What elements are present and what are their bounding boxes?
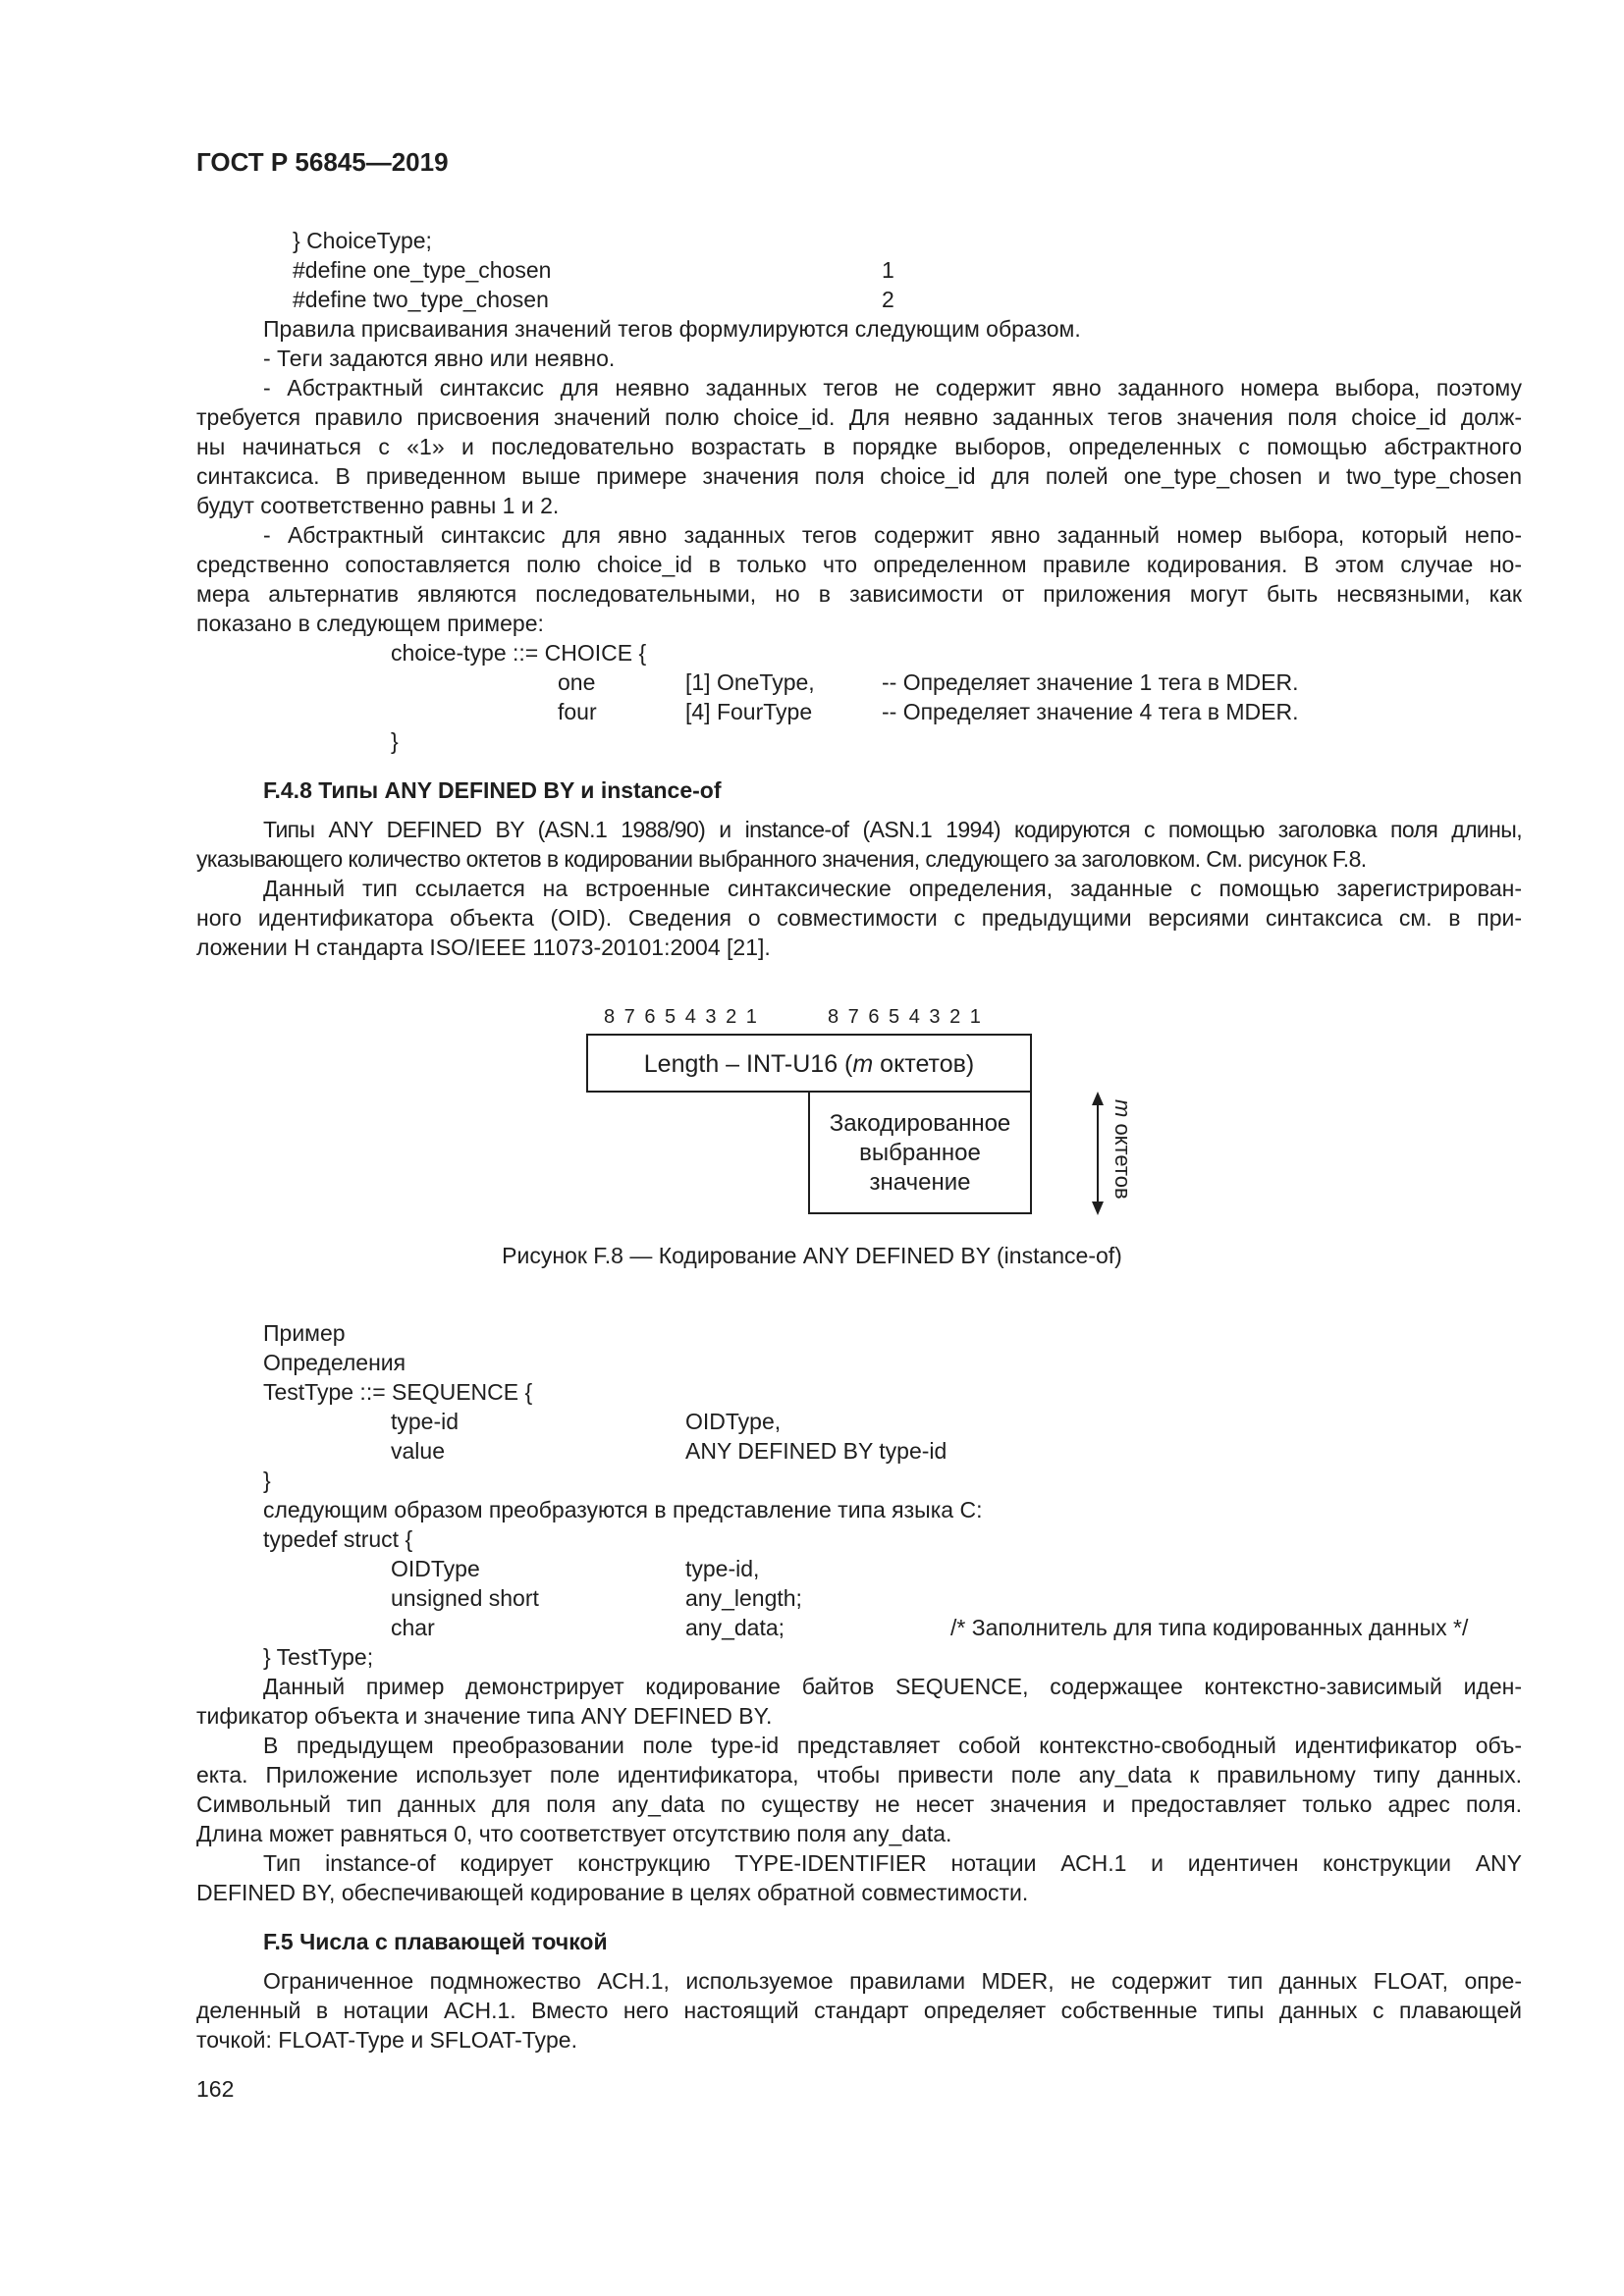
code-line: [1] OneType, — [685, 669, 815, 695]
code-line: TestType ::= SEQUENCE { — [263, 1379, 533, 1405]
example-line: Определения — [263, 1350, 406, 1375]
code-line: type-id, — [685, 1556, 760, 1581]
arrow-up-head — [1092, 1092, 1104, 1105]
code-line: any_data; — [685, 1615, 785, 1640]
code-line: typedef struct { — [263, 1526, 413, 1552]
code-value: 1 — [882, 257, 894, 283]
code-value: 2 — [882, 287, 894, 312]
paragraph-line: Символьный тип данных для поля any_data по существу не несет значения и предоставляет только адрес поля. — [196, 1791, 1522, 1817]
encoded-value-label-1: Закодированное — [829, 1110, 1011, 1137]
code-line: one — [558, 669, 596, 695]
section-heading: F.5 Числа с плавающей точкой — [263, 1929, 608, 1954]
figure-caption: Рисунок F.8 — Кодирование ANY DEFINED BY (instance-of) — [502, 1243, 1122, 1268]
paragraph-line: ложении H стандарта ISO/IEEE 11073-20101:2004 [21]. — [196, 934, 771, 960]
document-header: ГОСТ Р 56845—2019 — [196, 147, 449, 177]
paragraph-line: В предыдущем преобразовании поле type-id представляет собой контекстно-свободный идентификатор объ- — [263, 1733, 1522, 1758]
section-heading: F.4.8 Типы ANY DEFINED BY и instance-of — [263, 777, 722, 803]
paragraph-line: - Теги задаются явно или неявно. — [263, 346, 616, 371]
length-field-label: Length – INT-U16 (m октетов) — [643, 1050, 975, 1078]
code-line: type-id — [391, 1409, 460, 1434]
code-comment: -- Определяет значение 1 тега в MDER. — [882, 669, 1299, 695]
paragraph-line: синтаксиса. В приведенном выше примере значения поля choice_id для полей one_type_chosen и two_type_chosen — [196, 463, 1522, 489]
code-line: any_length; — [685, 1585, 802, 1611]
paragraph-line: деленный в нотации АСН.1. Вместо него настоящий стандарт определяет собственные типы данных с плавающей — [196, 1998, 1522, 2023]
paragraph-line: DEFINED BY, обеспечивающей кодирование в целях обратной совместимости. — [196, 1880, 1029, 1905]
bit-numbers-right: 8 7 6 5 4 3 2 1 — [828, 1006, 983, 1028]
paragraph-line: точкой: FLOAT-Type и SFLOAT-Type. — [196, 2027, 577, 2053]
example-label: Пример — [263, 1320, 346, 1346]
paragraph-line: показано в следующем примере: — [196, 611, 544, 636]
paragraph-line: Тип instance-of кодирует конструкцию TYPE-IDENTIFIER нотации АСН.1 и идентичен конструкции ANY — [263, 1850, 1522, 1876]
code-line: four — [558, 699, 597, 724]
octets-side-label: m октетов — [1110, 1099, 1135, 1200]
paragraph-line: - Абстрактный синтаксис для неявно заданных тегов не содержит явно заданного номера выбора, поэтому — [263, 375, 1522, 400]
paragraph-line: Данный пример демонстрирует кодирование байтов SEQUENCE, содержащее контекстно-зависимый иден- — [263, 1674, 1522, 1699]
code-line: } — [263, 1468, 271, 1493]
code-line: #define one_type_chosen — [293, 257, 552, 283]
code-line: [4] FourType — [685, 699, 813, 724]
paragraph-line: - Абстрактный синтаксис для явно заданных тегов содержит явно заданный номер выбора, который непо- — [263, 522, 1522, 548]
paragraph-line: Правила присваивания значений тегов формулируются следующим образом. — [263, 316, 1081, 342]
example-line: следующим образом преобразуются в представление типа языка C: — [263, 1497, 983, 1522]
paragraph-line: ны начинаться с «1» и последовательно возрастать в порядке выборов, определенных с помощью абстрактного — [196, 434, 1522, 459]
code-line: } — [391, 728, 399, 754]
code-comment: /* Заполнитель для типа кодированных данных */ — [950, 1615, 1469, 1640]
code-line: ANY DEFINED BY type-id — [685, 1438, 947, 1464]
paragraph-line: мера альтернатив являются последовательными, но в зависимости от приложения могут быть несвязными, как — [196, 581, 1522, 607]
paragraph-line: тификатор объекта и значение типа ANY DEFINED BY. — [196, 1703, 773, 1729]
paragraph-line: указывающего количество октетов в кодировании выбранного значения, следующего за заголовком. См. рисунок F.8. — [196, 846, 1367, 872]
code-line: } ChoiceType; — [293, 228, 432, 253]
code-line: OIDType — [391, 1556, 480, 1581]
paragraph-line: Типы ANY DEFINED BY (ASN.1 1988/90) и instance-of (ASN.1 1994) кодируются с помощью заголовка поля длины, — [263, 817, 1522, 842]
code-line: OIDType, — [685, 1409, 782, 1434]
code-line: #define two_type_chosen — [293, 287, 549, 312]
paragraph-line: Ограниченное подмножество АСН.1, используемое правилами MDER, не содержит тип данных FLOAT, опре- — [263, 1968, 1522, 1994]
paragraph-line: требуется правило присвоения значений полю choice_id. Для неявно заданных тегов значения поля choice_id долж- — [196, 404, 1522, 430]
paragraph-line: Данный тип ссылается на встроенные синтаксические определения, заданные с помощью зарегистрирован- — [263, 876, 1522, 901]
code-line: choice-type ::= CHOICE { — [391, 640, 647, 666]
encoded-value-label-3: значение — [869, 1169, 971, 1196]
code-comment: -- Определяет значение 4 тега в MDER. — [882, 699, 1299, 724]
paragraph-line: будут соответственно равны 1 и 2. — [196, 493, 560, 518]
paragraph-line: средственно сопоставляется полю choice_id в только что определенном правиле кодирования. В этом случае но- — [196, 552, 1522, 577]
page-number: 162 — [196, 2076, 235, 2102]
paragraph-line: екта. Приложение использует поле идентификатора, чтобы привести поле any_data к правильному типу данных. — [196, 1762, 1522, 1788]
arrow-down-head — [1092, 1201, 1104, 1215]
paragraph-line: ного идентификатора объекта (OID). Сведения о совместимости с предыдущими версиями синтаксиса см. в при- — [196, 905, 1522, 931]
code-line: unsigned short — [391, 1585, 539, 1611]
bit-numbers-left: 8 7 6 5 4 3 2 1 — [604, 1006, 759, 1028]
encoded-value-label-2: выбранное — [859, 1140, 981, 1166]
code-line: value — [391, 1438, 445, 1464]
code-line: } TestType; — [263, 1644, 374, 1670]
paragraph-line: Длина может равняться 0, что соответствует отсутствию поля any_data. — [196, 1821, 952, 1846]
code-line: char — [391, 1615, 435, 1640]
